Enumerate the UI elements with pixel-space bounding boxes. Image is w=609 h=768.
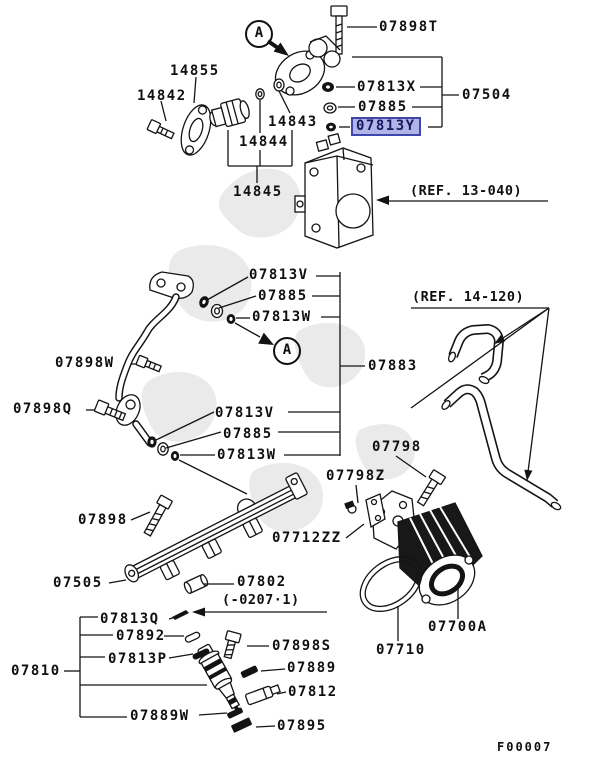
- part-label-07892[interactable]: 07892: [116, 628, 166, 644]
- part-label-14843[interactable]: 14843: [268, 114, 318, 130]
- part-label-07813V-b[interactable]: 07813V: [215, 405, 275, 421]
- part-label-14842[interactable]: 14842: [137, 88, 187, 104]
- vacuum-hoses-drawing: [440, 329, 561, 511]
- part-label-14845[interactable]: 14845: [233, 184, 283, 200]
- part-label-07813P[interactable]: 07813P: [108, 651, 168, 667]
- part-label-07885-mid1[interactable]: 07885: [258, 288, 308, 304]
- valve-body-drawing: [295, 134, 373, 248]
- view-marker-a-top: A: [245, 20, 273, 48]
- ref-note-14-120: (REF. 14-120): [412, 289, 525, 305]
- fiche-code: F00007: [497, 740, 553, 754]
- part-label-07813X[interactable]: 07813X: [357, 79, 417, 95]
- part-label-07813V-a[interactable]: 07813V: [249, 267, 309, 283]
- part-label-14844[interactable]: 14844: [239, 134, 289, 150]
- part-label-07802[interactable]: 07802: [237, 574, 287, 590]
- throttle-body-drawing: [344, 470, 484, 623]
- part-label-07898S[interactable]: 07898S: [272, 638, 332, 654]
- part-label-07883[interactable]: 07883: [368, 358, 418, 374]
- part-label-07812[interactable]: 07812: [288, 684, 338, 700]
- part-label-07898Q[interactable]: 07898Q: [13, 401, 73, 417]
- part-label-07813W-b[interactable]: 07813W: [217, 447, 277, 463]
- part-label-07813W-a[interactable]: 07813W: [252, 309, 312, 325]
- part-label-07700A[interactable]: 07700A: [428, 619, 488, 635]
- part-label-07810[interactable]: 07810: [11, 663, 61, 679]
- part-label-14855[interactable]: 14855: [170, 63, 220, 79]
- date-note: (-0207·1): [222, 592, 300, 608]
- part-label-07885-top[interactable]: 07885: [358, 99, 408, 115]
- part-label-07798[interactable]: 07798: [372, 439, 422, 455]
- part-label-07898T[interactable]: 07898T: [379, 19, 439, 35]
- water-outlet-fitting-drawing: [267, 6, 347, 131]
- part-label-07898W[interactable]: 07898W: [55, 355, 115, 371]
- part-label-07712ZZ[interactable]: 07712ZZ: [272, 530, 342, 546]
- part-label-07505[interactable]: 07505: [53, 575, 103, 591]
- part-label-07889W[interactable]: 07889W: [130, 708, 190, 724]
- part-label-07889[interactable]: 07889: [287, 660, 337, 676]
- part-label-07798Z[interactable]: 07798Z: [326, 468, 386, 484]
- part-label-07813Y[interactable]: 07813Y: [351, 117, 421, 136]
- part-label-07710[interactable]: 07710: [376, 642, 426, 658]
- part-label-07813Q[interactable]: 07813Q: [100, 611, 160, 627]
- part-label-07504[interactable]: 07504: [462, 87, 512, 103]
- view-marker-a-mid: A: [273, 337, 301, 365]
- part-label-07895[interactable]: 07895: [277, 718, 327, 734]
- part-label-07885-mid2[interactable]: 07885: [223, 426, 273, 442]
- ref-note-13-040: (REF. 13-040): [410, 183, 523, 199]
- part-label-07898[interactable]: 07898: [78, 512, 128, 528]
